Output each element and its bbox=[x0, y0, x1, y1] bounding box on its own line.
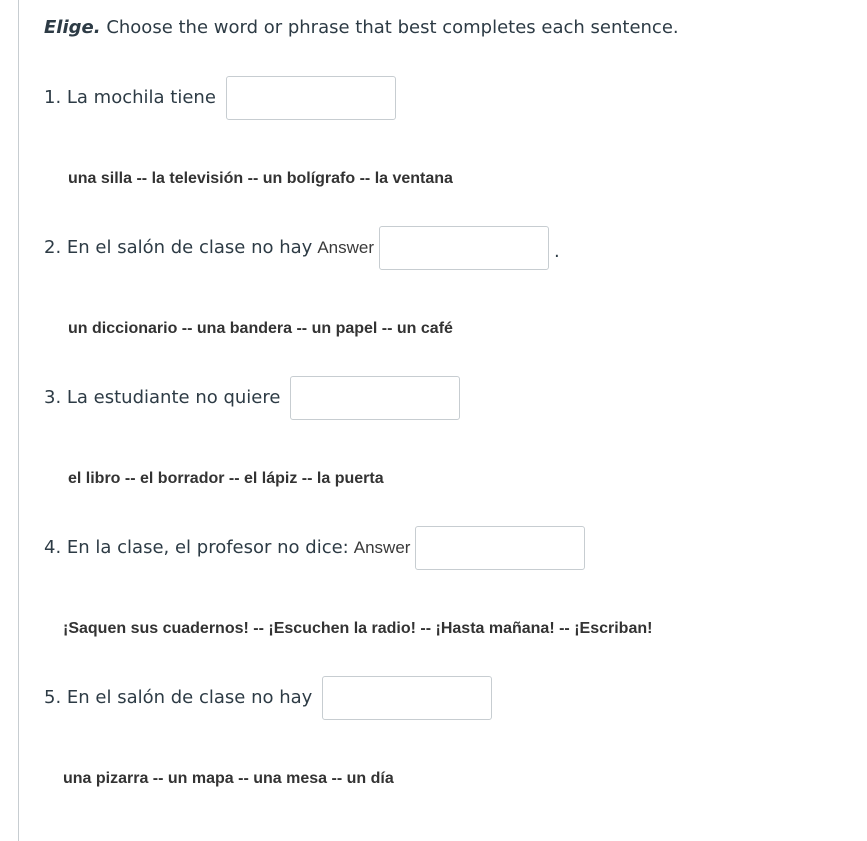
question-2-label: 2. En el salón de clase no hay bbox=[44, 237, 313, 258]
question-2-period: . bbox=[554, 241, 560, 262]
question-2-answer-label: Answer bbox=[317, 238, 374, 257]
instructions-text: Choose the word or phrase that best completes each sentence. bbox=[106, 17, 679, 38]
question-4-answer-input[interactable] bbox=[415, 526, 585, 570]
question-3-options: el libro -- el borrador -- el lápiz -- la puerta bbox=[68, 470, 384, 487]
question-4-label: 4. En la clase, el profesor no dice: bbox=[44, 537, 349, 558]
question-3-label: 3. La estudiante no quiere bbox=[44, 387, 281, 408]
left-border-rule bbox=[18, 0, 19, 841]
question-1 bbox=[44, 74, 396, 122]
question-1-options: una silla -- la televisión -- un bolígrafo -- la ventana bbox=[68, 170, 453, 187]
question-3-answer-input[interactable] bbox=[290, 376, 460, 420]
question-5 bbox=[44, 674, 492, 722]
question-2 bbox=[44, 224, 560, 272]
question-1-answer-input[interactable] bbox=[226, 76, 396, 120]
question-4 bbox=[44, 524, 585, 572]
instructions bbox=[44, 15, 679, 41]
question-5-label: 5. En el salón de clase no hay bbox=[44, 687, 313, 708]
question-3 bbox=[44, 374, 460, 422]
question-2-answer-input[interactable] bbox=[379, 226, 549, 270]
question-1-label: 1. La mochila tiene bbox=[44, 87, 216, 108]
question-5-options: una pizarra -- un mapa -- una mesa -- un día bbox=[63, 770, 394, 787]
question-4-options: ¡Saquen sus cuadernos! -- ¡Escuchen la radio! -- ¡Hasta mañana! -- ¡Escriban! bbox=[63, 620, 653, 637]
question-2-options: un diccionario -- una bandera -- un papel -- un café bbox=[68, 320, 453, 337]
question-4-answer-label: Answer bbox=[353, 538, 411, 557]
instructions-lead: Elige. bbox=[44, 17, 101, 38]
question-5-answer-input[interactable] bbox=[322, 676, 492, 720]
